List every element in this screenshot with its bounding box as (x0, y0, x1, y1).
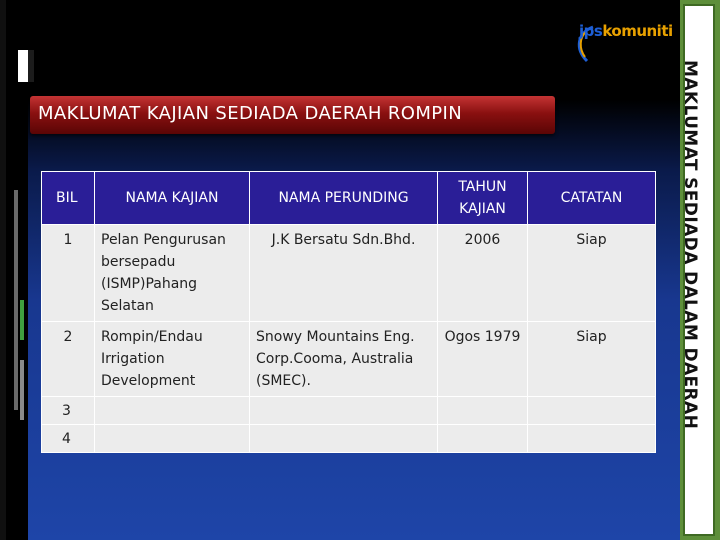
left-stripe-green (20, 300, 24, 340)
cell-nama-kajian (95, 425, 250, 453)
header-tahun-kajian: TAHUN KAJIAN (438, 172, 528, 225)
table-row (42, 425, 656, 453)
study-table (41, 171, 656, 453)
table-row (42, 322, 656, 397)
logo-wordmark (579, 22, 673, 40)
cell-catatan: Siap (528, 322, 656, 397)
cell-catatan (528, 425, 656, 453)
table-row (42, 225, 656, 322)
side-banner-text: MAKLUMAT SEDIADA DALAM DAERAH (680, 60, 700, 430)
cell-nama-perunding (250, 397, 438, 425)
cell-nama-perunding (250, 425, 438, 453)
decor-block-dark (28, 50, 34, 82)
left-stripe-gray (14, 190, 18, 410)
cell-catatan: Siap (528, 225, 656, 322)
cell-nama-perunding: J.K Bersatu Sdn.Bhd. (250, 225, 438, 322)
cell-nama-perunding: Snowy Mountains Eng. Corp.Cooma, Australia (SMEC). (250, 322, 438, 397)
logo-prefix: jps (579, 22, 603, 40)
table-row (42, 397, 656, 425)
cell-nama-kajian (95, 397, 250, 425)
cell-bil: 1 (42, 225, 95, 322)
slide-title-bar (30, 96, 555, 134)
slide-title: MAKLUMAT KAJIAN SEDIADA DAERAH ROMPIN (38, 103, 463, 124)
cell-tahun-kajian (438, 425, 528, 453)
cell-catatan (528, 397, 656, 425)
cell-bil: 2 (42, 322, 95, 397)
left-stripe-dark (0, 0, 6, 540)
header-catatan: CATATAN (528, 172, 656, 225)
logo-name: komuniti (602, 22, 673, 40)
header-nama-perunding: NAMA PERUNDING (250, 172, 438, 225)
cell-bil: 4 (42, 425, 95, 453)
table-header-row (42, 172, 656, 225)
left-stripe-gray-2 (20, 360, 24, 420)
header-bil: BIL (42, 172, 95, 225)
header-nama-kajian: NAMA KAJIAN (95, 172, 250, 225)
cell-nama-kajian: Rompin/Endau Irrigation Development (95, 322, 250, 397)
cell-nama-kajian: Pelan Pengurusan bersepadu (ISMP)Pahang Selatan (95, 225, 250, 322)
cell-bil: 3 (42, 397, 95, 425)
cell-tahun-kajian: 2006 (438, 225, 528, 322)
cell-tahun-kajian (438, 397, 528, 425)
cell-tahun-kajian: Ogos 1979 (438, 322, 528, 397)
jps-komuniti-logo (573, 17, 673, 67)
